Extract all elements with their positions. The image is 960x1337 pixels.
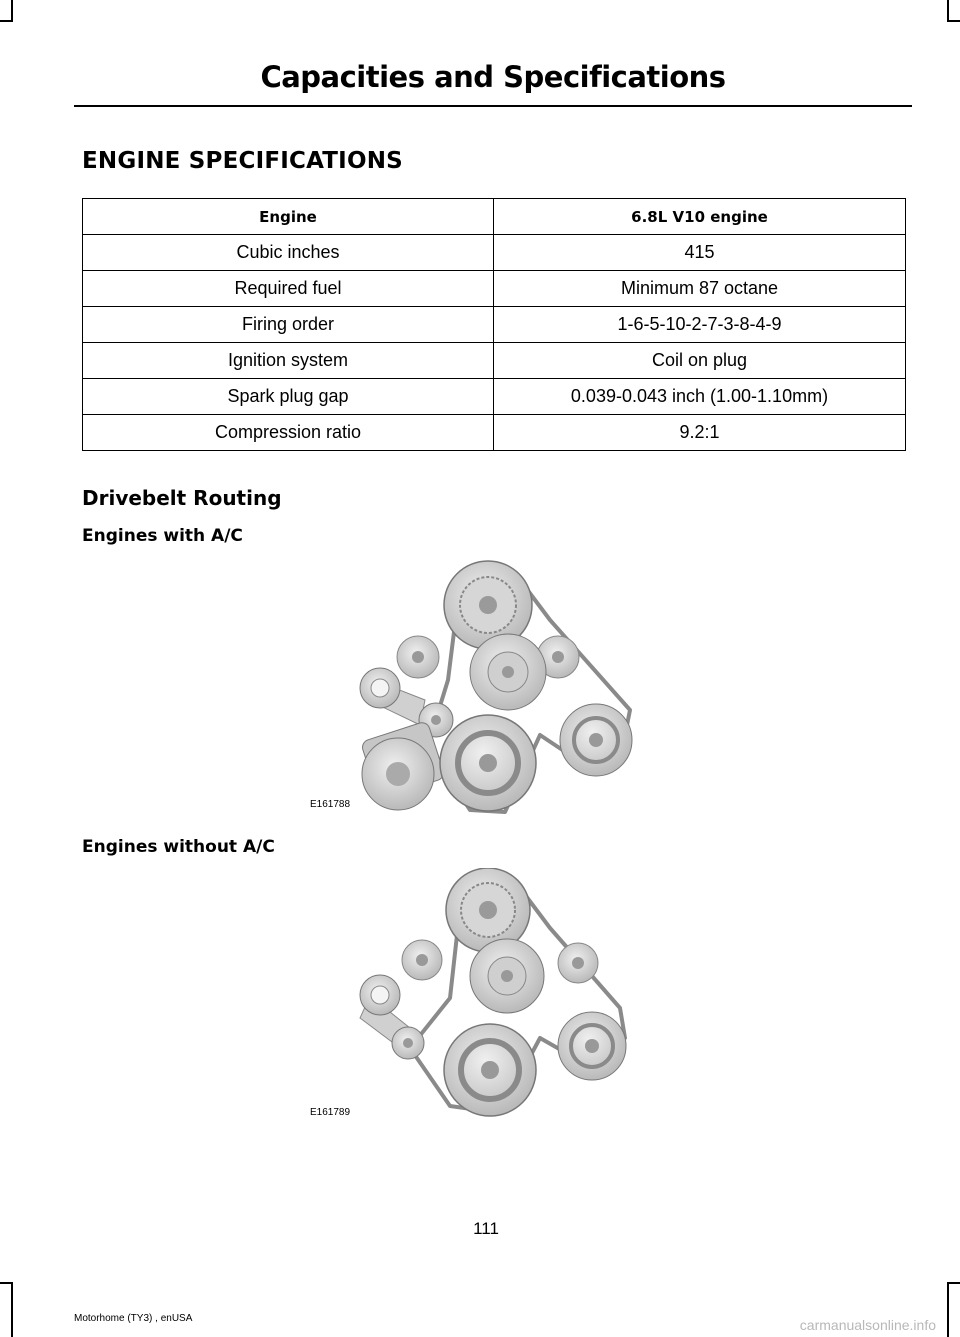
figure-code: E161789	[310, 1107, 351, 1118]
table-cell: 1-6-5-10-2-7-3-8-4-9	[494, 307, 906, 343]
idler-pulley	[402, 940, 442, 980]
crankshaft-pulley	[440, 715, 536, 811]
table-cell: Minimum 87 octane	[494, 271, 906, 307]
table-row	[83, 343, 906, 379]
crop-mark	[11, 1282, 13, 1337]
table-cell: 415	[494, 235, 906, 271]
figure-code: E161788	[310, 799, 351, 810]
table-row	[83, 235, 906, 271]
crankshaft-pulley	[444, 1024, 536, 1116]
table-header-row	[83, 199, 906, 235]
table-row	[83, 415, 906, 451]
without-ac-heading: Engines without A/C	[82, 837, 275, 857]
column-header: Engine	[83, 199, 494, 235]
table-cell: Firing order	[83, 307, 494, 343]
water-pump-pulley	[470, 939, 544, 1013]
drivebelt-diagram-with-ac	[340, 560, 640, 816]
table-cell: Ignition system	[83, 343, 494, 379]
crop-mark	[947, 1282, 960, 1284]
table-cell: Required fuel	[83, 271, 494, 307]
crop-mark	[11, 0, 13, 20]
idler-pulley	[397, 636, 439, 678]
table-row	[83, 379, 906, 415]
section-title: ENGINE SPECIFICATIONS	[82, 148, 403, 174]
table-row	[83, 307, 906, 343]
crop-mark	[947, 0, 949, 20]
column-header: 6.8L V10 engine	[494, 199, 906, 235]
with-ac-heading: Engines with A/C	[82, 526, 243, 546]
engine-spec-table	[82, 198, 906, 451]
page-number: 111	[473, 1219, 499, 1238]
power-steering-pulley	[560, 704, 632, 776]
page-header-title: Capacities and Specifications	[260, 60, 726, 94]
table-cell: Spark plug gap	[83, 379, 494, 415]
crop-mark	[947, 20, 960, 22]
idler-pulley	[558, 943, 598, 983]
drivebelt-diagram-without-ac	[350, 868, 640, 1118]
water-pump-pulley	[470, 634, 546, 710]
table-cell: 0.039-0.043 inch (1.00-1.10mm)	[494, 379, 906, 415]
table-cell: Cubic inches	[83, 235, 494, 271]
drivebelt-routing-heading: Drivebelt Routing	[82, 486, 282, 510]
table-cell: Compression ratio	[83, 415, 494, 451]
crop-mark	[947, 1282, 949, 1337]
table-cell: Coil on plug	[494, 343, 906, 379]
crop-mark	[0, 1282, 13, 1284]
alternator-pulley	[446, 868, 530, 952]
table-cell: 9.2:1	[494, 415, 906, 451]
tensioner-pulley	[360, 975, 424, 1059]
table-row	[83, 271, 906, 307]
footer-doc-info: Motorhome (TY3) , enUSA	[74, 1313, 193, 1324]
header-rule	[74, 105, 912, 107]
crop-mark	[0, 20, 13, 22]
power-steering-pulley	[558, 1012, 626, 1080]
watermark: carmanualsonline.info	[799, 1317, 936, 1333]
